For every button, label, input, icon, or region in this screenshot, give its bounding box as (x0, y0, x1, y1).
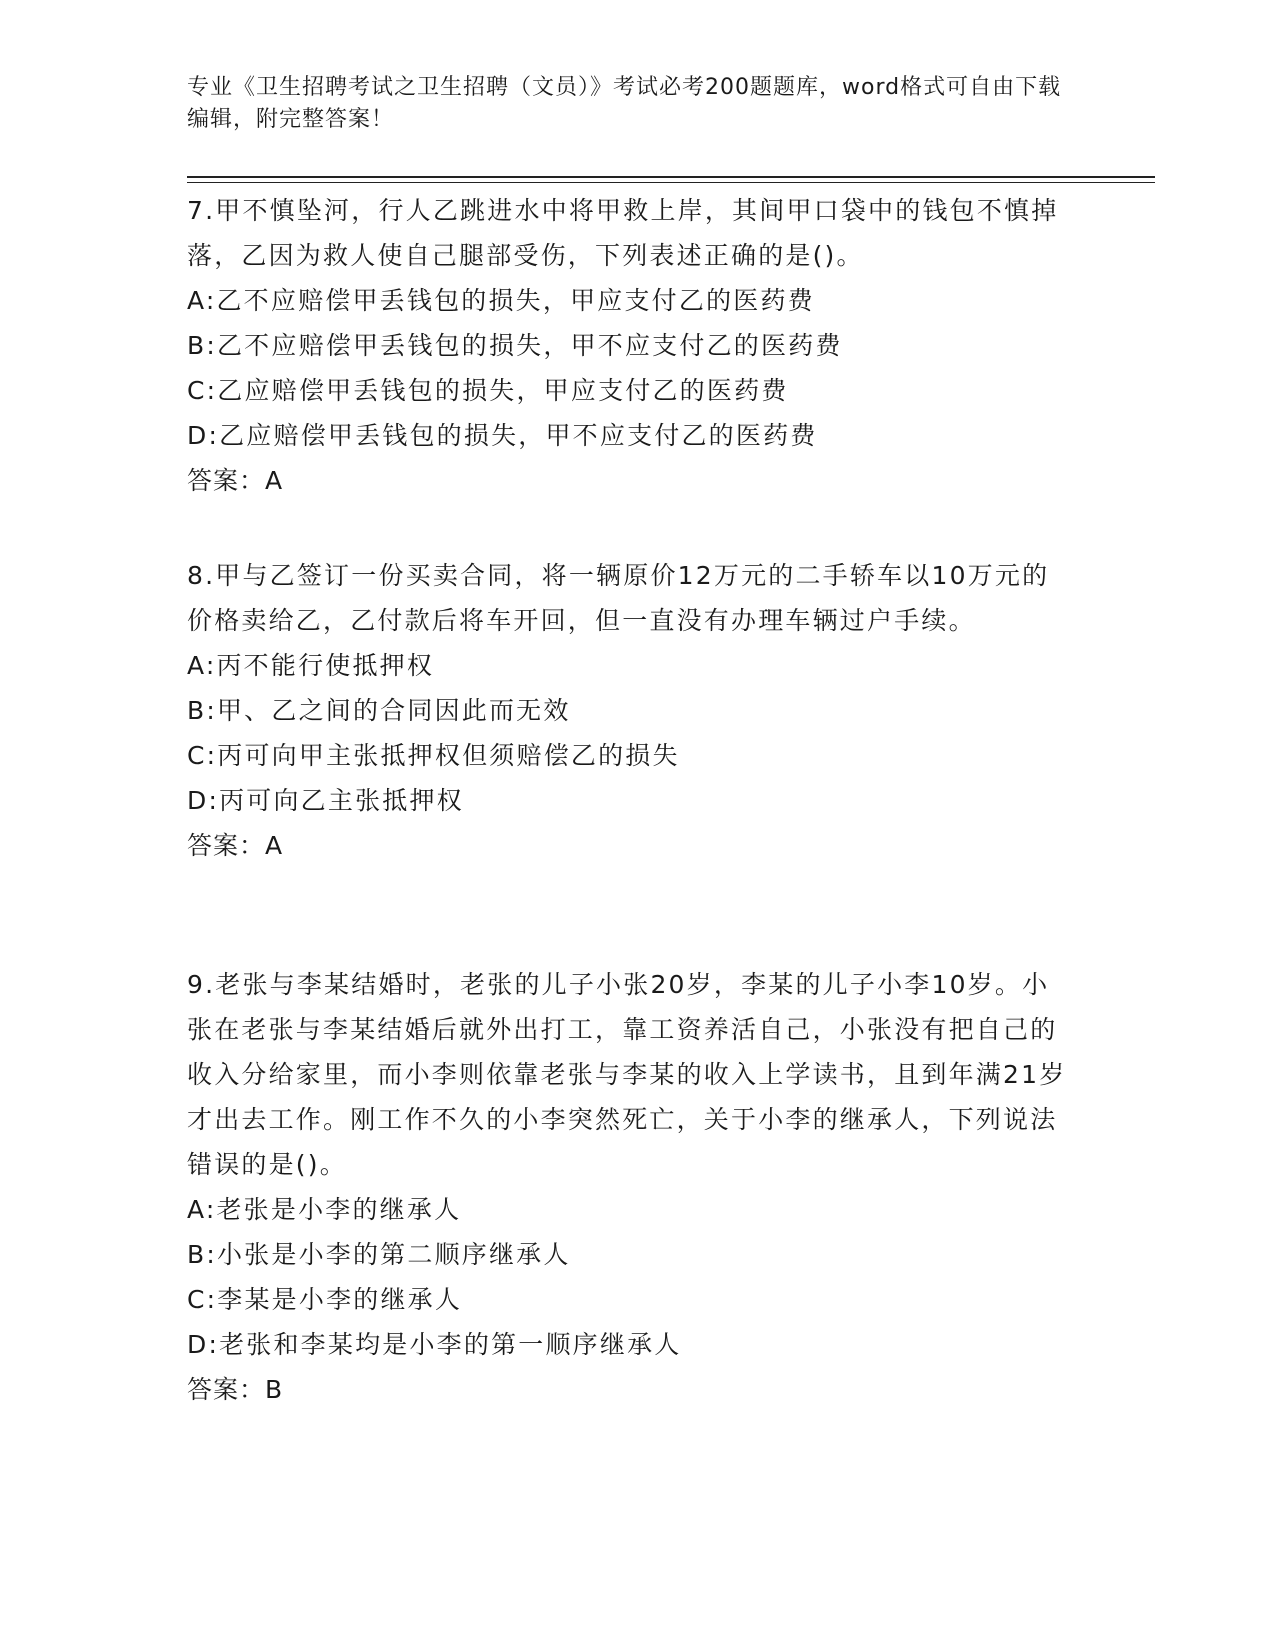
question-9 (187, 962, 1087, 1412)
question-7 (187, 188, 1087, 503)
answer-line: 答案：A (187, 466, 284, 495)
option-b: B:小张是小李的第二顺序继承人 (187, 1240, 571, 1269)
question-8 (187, 553, 1087, 868)
option-a: A:老张是小李的继承人 (187, 1195, 462, 1224)
document-header: 专业《卫生招聘考试之卫生招聘（文员）》考试必考200题题库，word格式可自由下载编辑，附完整答案！ (187, 75, 1062, 132)
option-a: A:乙不应赔偿甲丢钱包的损失，甲应支付乙的医药费 (187, 286, 815, 315)
option-d: D:丙可向乙主张抵押权 (187, 786, 464, 815)
option-d: D:老张和李某均是小李的第一顺序继承人 (187, 1330, 682, 1359)
option-d: D:乙应赔偿甲丢钱包的损失，甲不应支付乙的医药费 (187, 421, 818, 450)
option-c: C:李某是小李的继承人 (187, 1285, 463, 1314)
answer-line: 答案：B (187, 1375, 284, 1404)
question-stem: 8.甲与乙签订一份买卖合同，将一辆原价12万元的二手轿车以10万元的价格卖给乙，乙付款后将车开回，但一直没有办理车辆过户手续。 (187, 561, 1050, 635)
option-c: C:丙可向甲主张抵押权但须赔偿乙的损失 (187, 741, 680, 770)
option-b: B:乙不应赔偿甲丢钱包的损失，甲不应支付乙的医药费 (187, 331, 843, 360)
option-c: C:乙应赔偿甲丢钱包的损失，甲应支付乙的医药费 (187, 376, 789, 405)
question-stem: 9.老张与李某结婚时，老张的儿子小张20岁，李某的儿子小李10岁。小张在老张与李某结婚后就外出打工，靠工资养活自己，小张没有把自己的收入分给家里，而小李则依靠老张与李某的收入上学读书，且到年满21岁才出去工作。刚工作不久的小李突然死亡，关于小李的继承人，下列说法错误的是()。 (187, 970, 1067, 1179)
header-divider-thin (187, 182, 1155, 183)
header-divider-thick (187, 176, 1155, 178)
option-b: B:甲、乙之间的合同因此而无效 (187, 696, 571, 725)
question-stem: 7.甲不慎坠河，行人乙跳进水中将甲救上岸，其间甲口袋中的钱包不慎掉落，乙因为救人使自己腿部受伤，下列表述正确的是()。 (187, 196, 1059, 270)
answer-line: 答案：A (187, 831, 284, 860)
option-a: A:丙不能行使抵押权 (187, 651, 435, 680)
